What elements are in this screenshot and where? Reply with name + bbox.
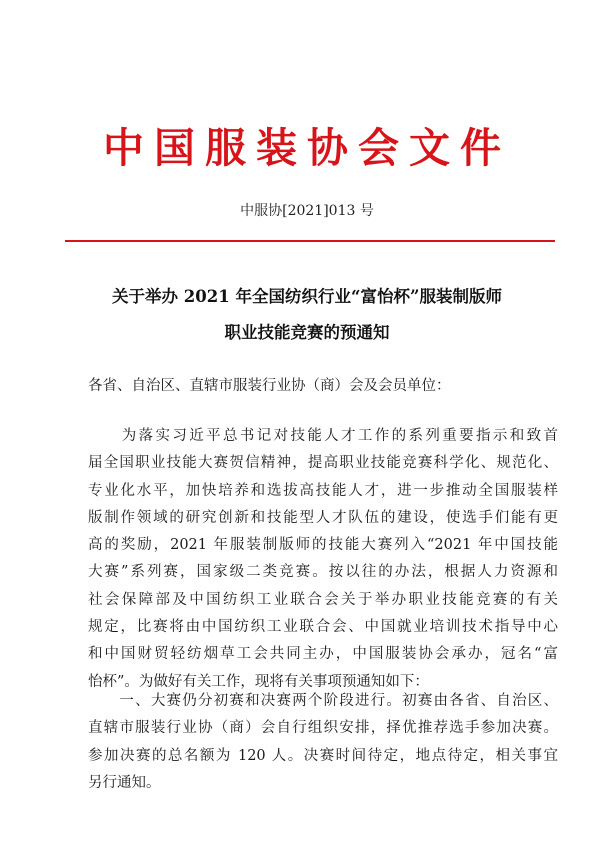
paragraph-item-1 <box>88 688 558 797</box>
notice-title-line-2: 职业技能竞赛的预通知 <box>224 323 390 342</box>
document-header-title: 中国服装协会文件 <box>103 124 511 172</box>
paragraph-line: 为落实习近平总书记对技能人才工作的系列重要指示和致首 <box>88 428 558 444</box>
paragraph-line: 大赛”系列赛，国家级二类竞赛。按以往的办法，根据人力资源和 <box>88 564 558 581</box>
notice-title <box>60 279 554 351</box>
paragraph-line: 参加决赛的总名额为 120 人。决赛时间待定，地点待定，相关事宜 <box>88 747 558 764</box>
paragraph-line: 专业化水平，加快培养和选拔高技能人才，进一步推动全国服装样 <box>88 482 558 499</box>
paragraph-line: 另行通知。 <box>88 774 161 791</box>
paragraph-intro <box>88 423 558 696</box>
paragraph-line: 版制作领域的研究创新和技能型人才队伍的建设，使选手们能有更 <box>88 509 558 526</box>
notice-title-line-1: 关于举办 2021 年全国纺织行业“富怡杯”服装制版师 <box>112 287 502 306</box>
paragraph-line: 怡杯”。为做好有关工作，现将有关事项预通知如下： <box>88 673 429 690</box>
paragraph-line: 一、大赛仍分初赛和决赛两个阶段进行。初赛由各省、自治区、 <box>88 693 558 709</box>
salutation: 各省、自治区、直辖市服装行业协（商）会及会员单位： <box>88 378 451 394</box>
document-number: 中服协[2021]013 号 <box>240 203 374 219</box>
paragraph-line: 和中国财贸轻纺烟草工会共同主办，中国服装协会承办，冠名“富 <box>88 646 558 663</box>
paragraph-line: 规定，比赛将由中国纺织工业联合会、中国就业培训技术指导中心 <box>88 619 558 636</box>
paragraph-line: 高的奖励，2021 年服装制版师的技能大赛列入“2021 年中国技能 <box>88 537 558 554</box>
paragraph-line: 届全国职业技能大赛贺信精神，提高职业技能竞赛科学化、规范化、 <box>88 455 558 472</box>
paragraph-line: 直辖市服装行业协（商）会自行组织安排，择优推荐选手参加决赛。 <box>88 720 558 737</box>
red-divider-line <box>65 240 555 242</box>
paragraph-line: 社会保障部及中国纺织工业联合会关于举办职业技能竞赛的有关 <box>88 591 558 608</box>
